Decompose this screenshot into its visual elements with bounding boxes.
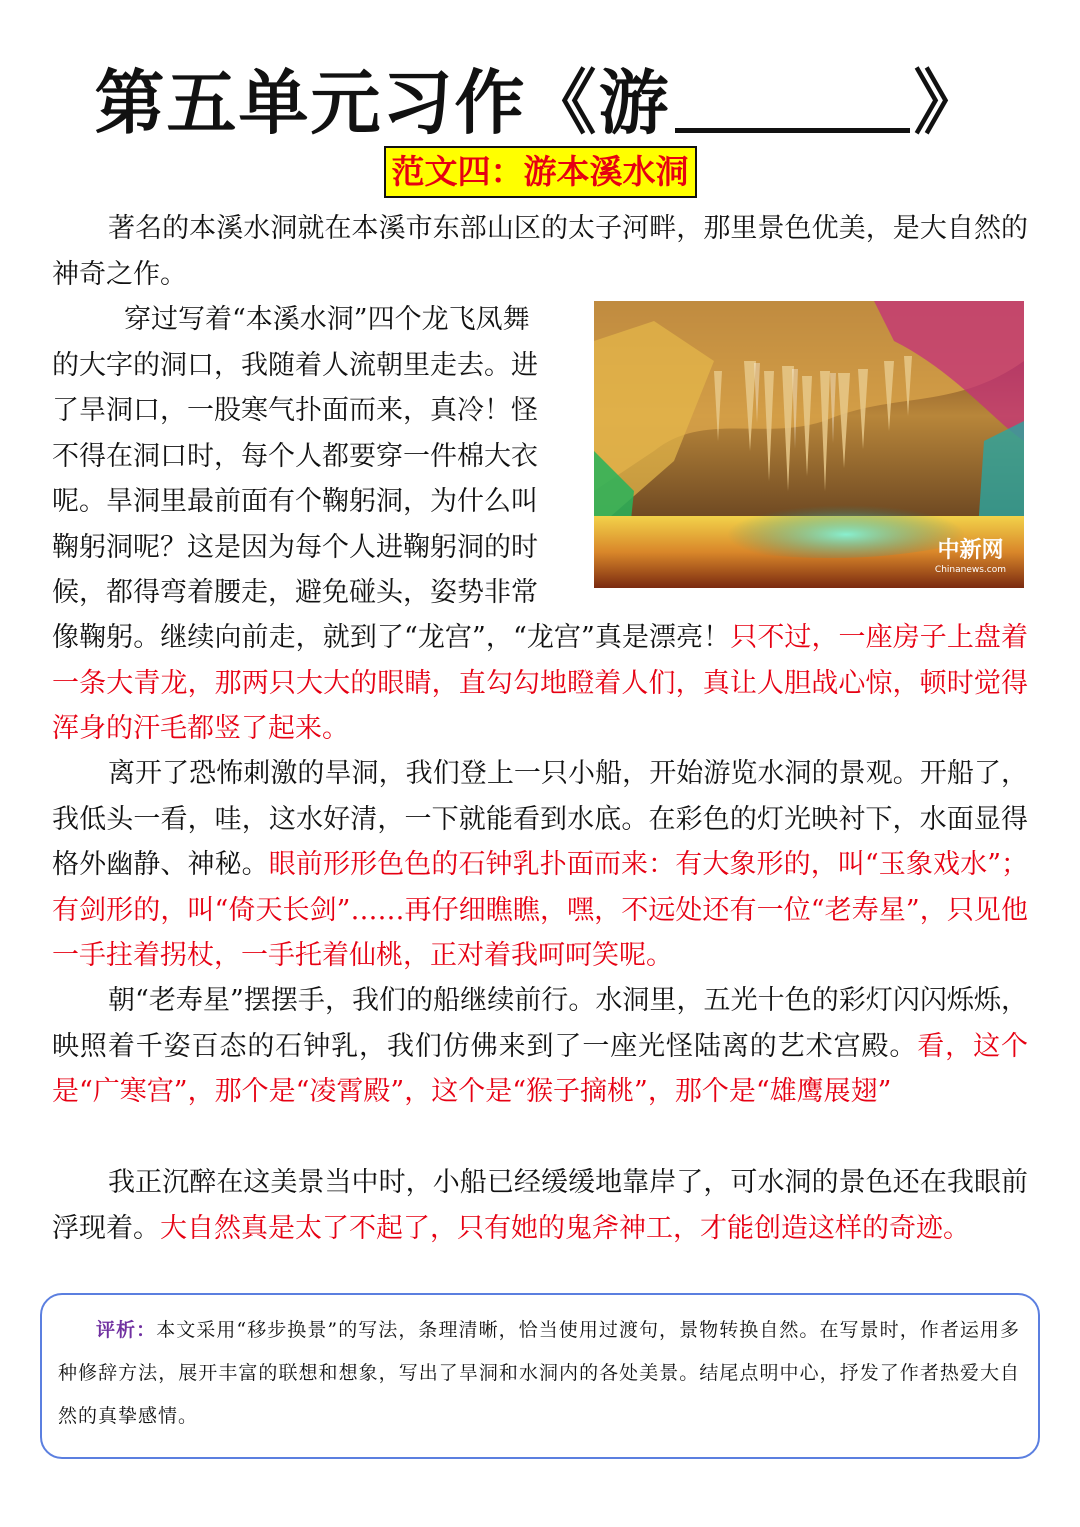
highlight-text: 看，这个是“广寒宫”，那个是“凌霄殿”，这个是“猴子摘桃”，那个是“雄鹰展翅”	[52, 1030, 1029, 1107]
analysis-box	[40, 1293, 1040, 1459]
highlight-text: 眼前形形色色的石钟乳扑面而来：有大象形的，叫“玉象戏水”；有剑形的，叫“倚天长剑”……再仔细瞧瞧，嘿，不远处还有一位“老寿星”，只见他一手拄着拐杖，一手托着仙桃，正对着我呵呵笑呢。	[52, 849, 1029, 971]
p2-line: 不得在洞口时，每个人都要穿一件棉大衣	[52, 440, 538, 472]
paragraph-5: 我正沉醉在这美景当中时，小船已经缓缓地靠岸了，可水洞的景色还在我眼前浮现着。大自然真是太了不起了，只有她的鬼斧神工，才能创造这样的奇迹。	[52, 1167, 1028, 1244]
watermark: 中新网 Chinanews.com	[934, 537, 1006, 575]
cave-photo	[594, 301, 1024, 588]
p2-line: 候，都得弯着腰走，避免碰头，姿势非常	[52, 577, 538, 608]
p2-line: 穿过写着“本溪水洞”四个龙飞凤舞	[124, 304, 530, 335]
title-blank	[675, 68, 910, 133]
paragraph-2-continued: 像鞠躬。继续向前走，就到了“龙宫”，“龙宫”真是漂亮！只不过，一座房子上盘着一条大青龙，那两只大大的眼睛，直勾勾地瞪着人们，真让人胆战心惊，顿时觉得浑身的汗毛都竖了起来。	[52, 622, 1029, 744]
p2-line: 了旱洞口，一股寒气扑面而来，真冷！怪	[52, 395, 538, 426]
highlight-text: 只不过，一座房子上盘着一条大青龙，那两只大大的眼睛，直勾勾地瞪着人们，真让人胆战心惊，顿时觉得浑身的汗毛都竖了起来。	[52, 622, 1029, 744]
paragraph-3: 离开了恐怖刺激的旱洞，我们登上一只小船，开始游览水洞的景观。开船了，我低头一看，哇，这水好清，一下就能看到水底。在彩色的灯光映衬下，水面显得格外幽静、神秘。眼前形形色色的石钟乳扑面而来：有大象形的，叫“玉象戏水”；有剑形的，叫“倚天长剑”……再仔细瞧瞧，嘿，不远处还有一位“老寿星”，只见他一手拄着拐杖，一手托着仙桃，正对着我呵呵笑呢。	[52, 758, 1029, 971]
highlight-text: 大自然真是太了不起了，只有她的鬼斧神工，才能创造这样的奇迹。	[160, 1212, 970, 1244]
p2-line: 的大字的洞口，我随着人流朝里走去。进	[52, 349, 538, 381]
subtitle: 范文四：游本溪水洞	[384, 146, 697, 198]
page-title	[0, 58, 1080, 148]
title-main: 第五单元习作《游	[94, 61, 671, 144]
title-close: 》	[913, 61, 986, 144]
analysis-label: 评析：	[96, 1319, 157, 1341]
p2-line: 呢。旱洞里最前面有个鞠躬洞，为什么叫	[52, 486, 538, 517]
paragraph-4: 朝“老寿星”摆摆手，我们的船继续前行。水洞里，五光十色的彩灯闪闪烁烁，映照着千姿百态的石钟乳，我们仿佛来到了一座光怪陆离的艺术宫殿。看，这个是“广寒宫”，那个是“凌霄殿”，这个是“猴子摘桃”，那个是“雄鹰展翅”	[52, 985, 1029, 1107]
analysis-text: 评析：本文采用“移步换景”的写法，条理清晰，恰当使用过渡句，景物转换自然。在写景时，作者运用多种修辞方法，展开丰富的联想和想象，写出了旱洞和水洞内的各处美景。结尾点明中心，抒发了作者热爱大自然的真挚感情。	[58, 1319, 1020, 1427]
p2-line: 鞠躬洞呢？这是因为每个人进鞠躬洞的时	[52, 531, 538, 563]
paragraph-2-wrapped	[52, 297, 580, 616]
paragraph-1: 著名的本溪水洞就在本溪市东部山区的太子河畔，那里景色优美，是大自然的神奇之作。	[52, 213, 1028, 290]
